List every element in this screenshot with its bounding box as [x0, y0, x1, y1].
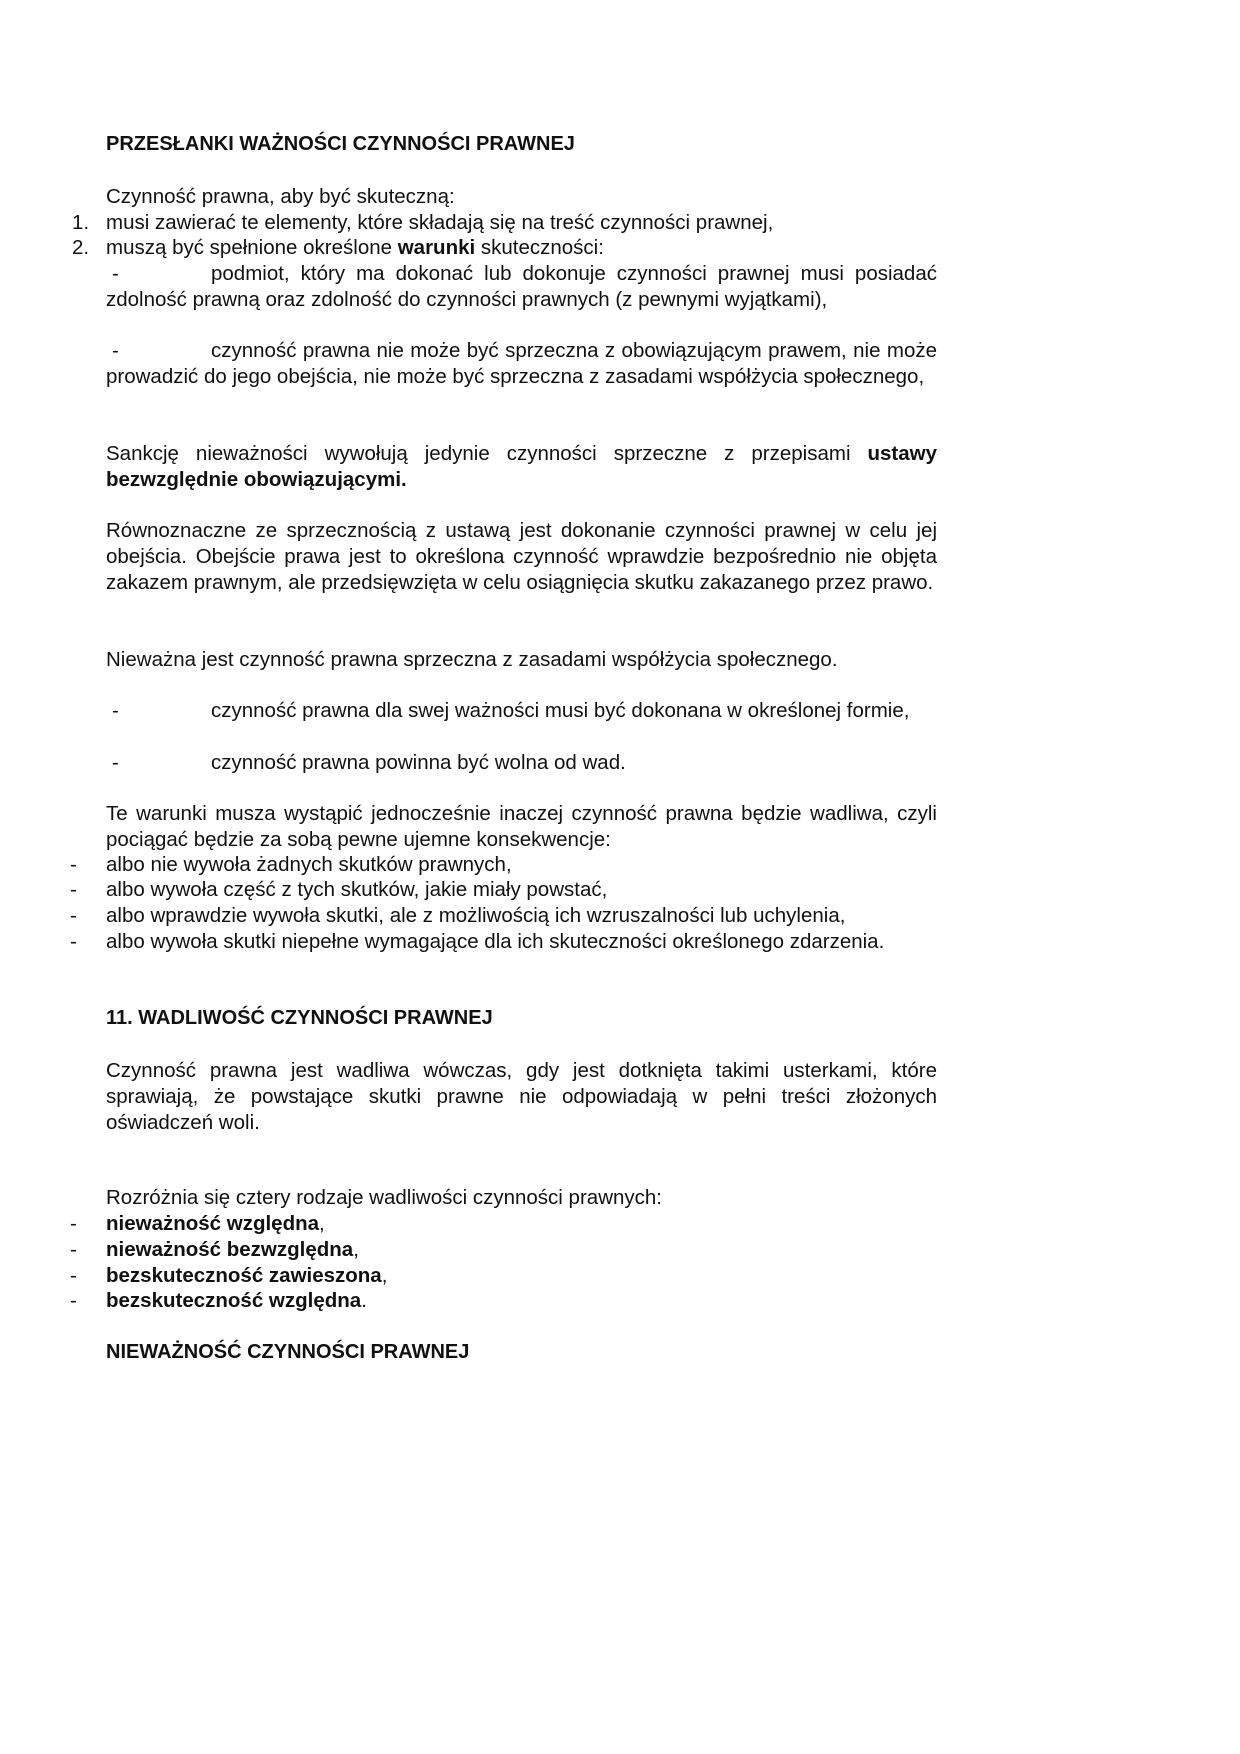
consequence-text: albo nie wywoła żadnych skutków prawnych,	[106, 853, 512, 876]
dash: -	[70, 1238, 77, 1261]
item-number: 2.	[72, 236, 90, 259]
niewazna-paragraph: Nieważna jest czynność prawna sprzeczna z zasadami współżycia społecznego.	[106, 648, 838, 671]
dash: -	[70, 930, 77, 953]
bullet: -	[112, 262, 119, 285]
condition-item	[106, 750, 937, 776]
rozroznia-paragraph: Rozróżnia się cztery rodzaje wadliwości czynności prawnych:	[106, 1186, 662, 1209]
item-number: 1.	[72, 211, 90, 234]
wadliwa-paragraph: Czynność prawna jest wadliwa wówczas, gdy jest dotknięta takimi usterkami, które sprawiają, że powstające skutki prawne nie odpowiadają w pełni treści złożonych oświadczeń woli.	[106, 1059, 937, 1134]
te-warunki-paragraph: Te warunki musza wystąpić jednocześnie inaczej czynność prawna będzie wadliwa, czyli pociągać będzie za sobą pewne ujemne konsekwencje:	[106, 802, 937, 851]
intro: Czynność prawna, aby być skuteczną:	[106, 185, 455, 208]
numbered-item-1	[72, 210, 937, 236]
para-bold: ustawy bezwzględnie obowiązującymi.	[106, 442, 937, 491]
type-item	[70, 1263, 937, 1289]
dash: -	[70, 1212, 77, 1235]
punct: .	[361, 1289, 367, 1312]
consequence-text: albo wywoła skutki niepełne wymagające dla ich skuteczności określonego zdarzenia.	[106, 930, 885, 953]
section-heading-wadliwosc: 11. WADLIWOŚĆ CZYNNOŚCI PRAWNEJ	[106, 1007, 493, 1029]
rownoznaczne-paragraph: Równoznaczne ze sprzecznością z ustawą jest dokonanie czynności prawnej w celu jej obejścia. Obejście prawa jest to określona czynność wprawdzie bezpośrednio nie objęta zakazem prawnym, ale przedsięwzięta w celu osiągnięcia skutku zakazanego przez prawo.	[106, 519, 937, 594]
consequence-item	[70, 903, 937, 929]
punct: ,	[319, 1212, 325, 1235]
dash: -	[70, 878, 77, 901]
numbered-item-2	[72, 235, 937, 261]
bullet: -	[112, 699, 119, 722]
type-item	[70, 1211, 937, 1237]
type-item	[70, 1288, 937, 1314]
bullet: -	[112, 751, 119, 774]
consequence-item	[70, 929, 937, 955]
type-text: nieważność względna	[106, 1212, 320, 1235]
condition-text: czynność prawna powinna być wolna od wad.	[211, 751, 626, 774]
type-item	[70, 1237, 937, 1263]
item-text: muszą być spełnione określone	[106, 236, 398, 259]
sankcja-paragraph	[106, 441, 937, 493]
type-text: bezskuteczność względna	[106, 1289, 362, 1312]
condition-item	[106, 338, 937, 390]
punct: ,	[381, 1264, 388, 1287]
item-bold: warunki	[397, 236, 476, 259]
item-text-post: skuteczności:	[475, 236, 604, 259]
section-heading-niewaznosc: NIEWAŻNOŚĆ CZYNNOŚCI PRAWNEJ	[106, 1341, 470, 1363]
type-text: nieważność bezwzględna	[106, 1238, 354, 1261]
condition-text: podmiot, który ma dokonać lub dokonuje czynności prawnej musi posiadać zdolność prawną oraz zdolność do czynności prawnych (z pewnymi wyjątkami),	[106, 262, 937, 311]
condition-text: czynność prawna nie może być sprzeczna z obowiązującym prawem, nie może prowadzić do jego obejścia, nie może być sprzeczna z zasadami współżycia społecznego,	[106, 339, 937, 388]
condition-item	[106, 261, 937, 313]
para-text: Sankcję nieważności wywołują jedynie czynności sprzeczne z przepisami	[106, 442, 868, 465]
dash: -	[70, 1289, 77, 1312]
punct: ,	[353, 1238, 359, 1261]
consequence-text: albo wywoła część z tych skutków, jakie miały powstać,	[106, 878, 608, 901]
consequence-item	[70, 877, 937, 903]
item-text: musi zawierać te elementy, które składają się na treść czynności prawnej,	[106, 211, 774, 234]
consequence-item	[70, 852, 937, 878]
dash: -	[70, 853, 77, 876]
consequence-text: albo wprawdzie wywoła skutki, ale z możliwością ich wzruszalności lub uchylenia,	[106, 904, 846, 927]
bullet: -	[112, 339, 119, 362]
dash: -	[70, 1264, 77, 1287]
section-title: PRZESŁANKI WAŻNOŚCI CZYNNOŚCI PRAWNEJ	[106, 133, 575, 155]
condition-item	[106, 698, 937, 724]
dash: -	[70, 904, 77, 927]
condition-text: czynność prawna dla swej ważności musi być dokonana w określonej formie,	[211, 699, 910, 722]
type-text: bezskuteczność zawieszona	[106, 1264, 382, 1287]
